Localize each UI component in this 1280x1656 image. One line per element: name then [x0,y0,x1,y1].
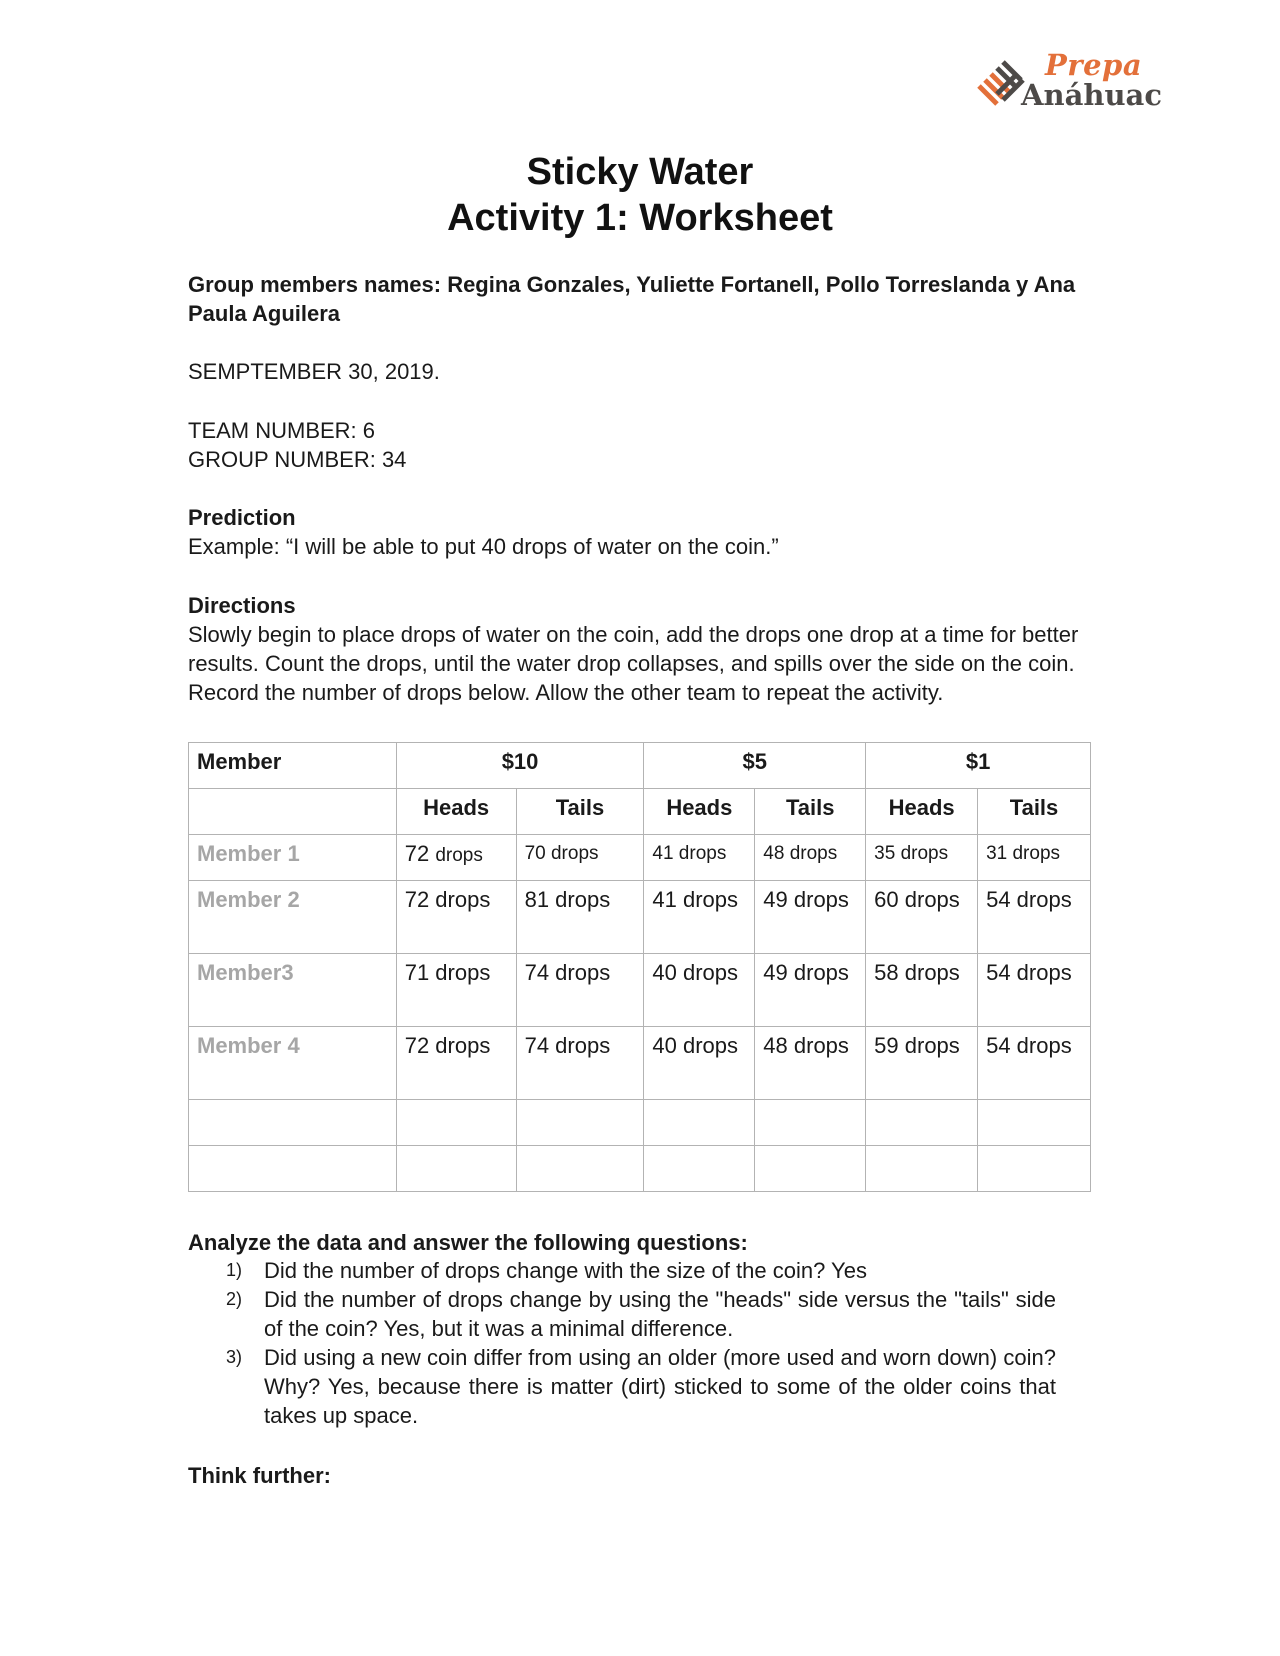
empty-cell [516,1100,644,1146]
table-cell: 31 drops [978,835,1091,881]
empty-cell [978,1100,1091,1146]
cell-unit: drops [435,845,483,866]
team-info [188,416,1088,474]
table-cell [396,835,516,881]
table-cell: 49 drops [755,881,866,954]
empty-cell [516,1146,644,1192]
table-cell: 40 drops [644,954,755,1027]
member-name: Member 1 [189,835,397,881]
table-cell: 49 drops [755,954,866,1027]
member-name: Member 2 [189,881,397,954]
prepa-anahuac-logo [975,48,1162,118]
analyze-heading: Analyze the data and answer the following questions: [188,1230,748,1255]
think-further-heading: Think further: [188,1463,331,1488]
cell-value: 72 [404,841,430,866]
header-side: Heads [396,789,516,835]
header-side: Tails [516,789,644,835]
table-row [189,1027,1091,1100]
empty-cell [189,1146,397,1192]
page-subtitle: Activity 1: Worksheet [447,197,833,239]
empty-cell [978,1146,1091,1192]
empty-cell [755,1100,866,1146]
empty-cell [755,1146,866,1192]
table-cell: 60 drops [866,881,978,954]
empty-cell [396,1146,516,1192]
header-empty [189,789,397,835]
team-number: TEAM NUMBER: 6 [188,418,376,443]
table-cell: 72 drops [396,881,516,954]
header-coin: $10 [396,743,644,789]
empty-cell [644,1100,755,1146]
table-cell: 40 drops [644,1027,755,1100]
prediction-text: Example: “I will be able to put 40 drops of water on the coin.” [188,534,779,559]
directions-heading: Directions [188,593,296,618]
table-row [189,881,1091,954]
questions-list [188,1256,1056,1430]
table-cell: 58 drops [866,954,978,1027]
list-item [188,1285,1056,1343]
logo-text-anahuac: Anáhuac [1021,78,1162,112]
date: SEMPTEMBER 30, 2019. [188,359,440,384]
header-side: Heads [866,789,978,835]
list-item [188,1343,1056,1430]
table-cell: 72 drops [396,1027,516,1100]
header-member: Member [189,743,397,789]
empty-cell [189,1100,397,1146]
table-cell: 35 drops [866,835,978,881]
list-item [188,1256,1056,1285]
table-header-row [189,743,1091,789]
directions-text: Slowly begin to place drops of water on the coin, add the drops one drop at a time for better results. Count the drops, until the water drop collapses, and spills over the side on the coin. Record the number of drops below. Allow the other team to repeat the activity. [188,622,1079,705]
table-cell: 81 drops [516,881,644,954]
question-number: 3) [226,1347,243,1367]
question-number: 1) [226,1260,243,1280]
header-side: Heads [644,789,755,835]
table-cell: 54 drops [978,954,1091,1027]
header-side: Tails [755,789,866,835]
table-row [189,954,1091,1027]
table-cell: 41 drops [644,881,755,954]
prediction-heading: Prediction [188,505,296,530]
table-cell: 74 drops [516,1027,644,1100]
empty-cell [396,1100,516,1146]
table-cell: 70 drops [516,835,644,881]
table-row-empty [189,1100,1091,1146]
table-cell: 54 drops [978,881,1091,954]
table-cell: 48 drops [755,1027,866,1100]
table-cell: 48 drops [755,835,866,881]
page-title: Sticky Water [526,151,754,193]
question-text: Did the number of drops change with the size of the coin? Yes [264,1258,867,1283]
empty-cell [866,1146,978,1192]
header-coin: $5 [644,743,866,789]
table-cell: 41 drops [644,835,755,881]
empty-cell [866,1100,978,1146]
table-subheader-row [189,789,1091,835]
table-cell: 71 drops [396,954,516,1027]
group-members: Group members names: Regina Gonzales, Yuliette Fortanell, Pollo Torreslanda y Ana Paula Aguilera [188,272,1076,326]
table-cell: 54 drops [978,1027,1091,1100]
table-cell: 59 drops [866,1027,978,1100]
header-side: Tails [978,789,1091,835]
member-name: Member3 [189,954,397,1027]
logo-text-prepa: Prepa [1045,48,1143,82]
group-number: GROUP NUMBER: 34 [188,447,407,472]
question-text: Did the number of drops change by using the "heads" side versus the "tails" side of the coin? Yes, but it was a minimal difference. [264,1287,1056,1341]
table-row [189,835,1091,881]
empty-cell [644,1146,755,1192]
member-name: Member 4 [189,1027,397,1100]
table-row-empty [189,1146,1091,1192]
question-text: Did using a new coin differ from using an older (more used and worn down) coin? Why? Yes, because there is matter (dirt) sticked to some of the older coins that takes up space. [264,1345,1056,1428]
table-cell: 74 drops [516,954,644,1027]
header-coin: $1 [866,743,1091,789]
drops-table [188,742,1091,1192]
question-number: 2) [226,1289,243,1309]
